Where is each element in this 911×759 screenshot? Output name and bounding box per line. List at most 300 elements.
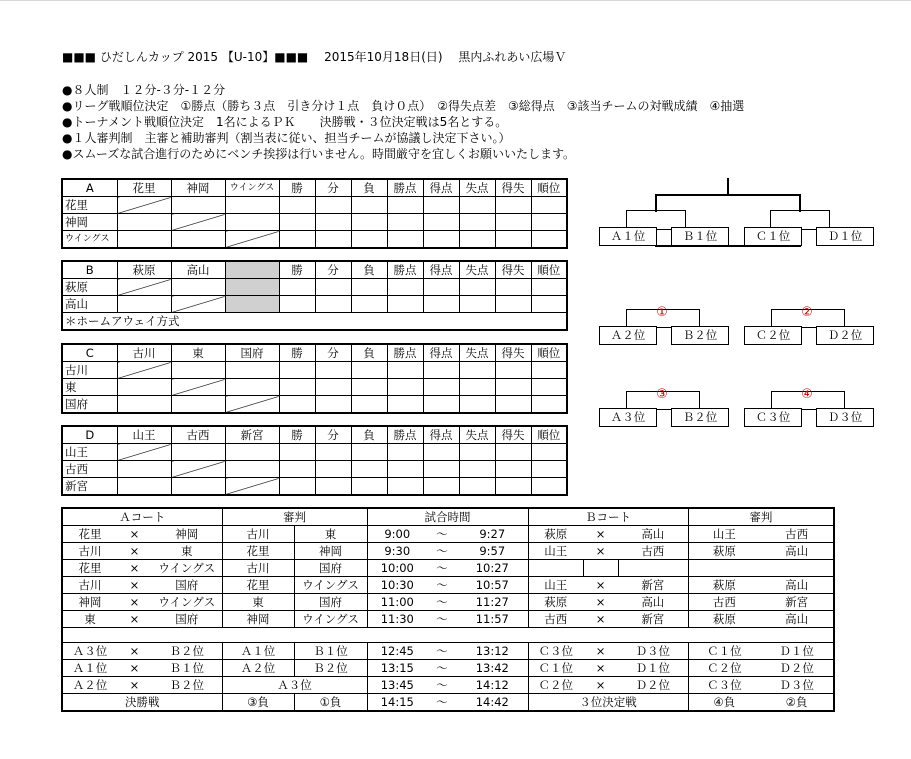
referee-1: 神岡 — [222, 611, 294, 628]
start-time: 9:30 — [367, 543, 427, 560]
result-cell — [171, 362, 225, 379]
referee-2: Ｄ２位 — [760, 660, 834, 677]
tilde-mark: ～ — [427, 543, 457, 560]
stat-cell — [423, 231, 459, 249]
table-row — [62, 594, 834, 611]
team-b: 新宮 — [618, 577, 688, 594]
referee-header: 審判 — [222, 508, 367, 526]
referee-2: 高山 — [760, 543, 834, 560]
result-cell — [117, 296, 171, 313]
team-b: 新宮 — [618, 611, 688, 628]
bracket-slot: Ａ２位 — [599, 326, 657, 345]
stat-cell — [351, 197, 387, 214]
result-cell — [171, 396, 225, 414]
stat-cell — [315, 362, 351, 379]
referee-2: Ｂ２位 — [294, 660, 367, 677]
start-time: 11:00 — [367, 594, 427, 611]
stat-header: 得失 — [495, 426, 531, 444]
note-line: ●８人制 １２分-３分-１２分 — [62, 83, 226, 97]
stat-cell — [279, 362, 315, 379]
stat-cell — [459, 214, 495, 231]
referee-2: 国府 — [294, 560, 367, 577]
stat-header: 勝 — [279, 179, 315, 197]
opponent-header: 古川 — [117, 344, 171, 362]
page-title — [62, 48, 578, 65]
referee-2: Ｄ１位 — [760, 643, 834, 660]
result-cell — [117, 362, 171, 379]
table-row — [62, 231, 567, 249]
referee-1: 古川 — [222, 560, 294, 577]
event-venue: 黒内ふれあい広場Ｖ — [458, 50, 567, 64]
bracket-slot: Ｃ１位 — [744, 227, 802, 246]
start-time: 12:45 — [367, 643, 427, 660]
bracket-slot: Ｄ１位 — [816, 227, 874, 246]
stat-cell — [387, 396, 423, 414]
start-time: 10:30 — [367, 577, 427, 594]
vs-mark: × — [117, 677, 152, 694]
table-row — [62, 296, 567, 313]
team-a: 古川 — [62, 543, 117, 560]
team-name: 神岡 — [62, 214, 117, 231]
team-a: Ａ２位 — [62, 677, 117, 694]
stat-cell — [495, 279, 531, 296]
table-row — [62, 611, 834, 628]
table-row — [62, 560, 834, 577]
a-court-header: Ａコート — [62, 508, 222, 526]
league-table-a — [61, 178, 568, 249]
group-note: ＊ホームアウェイ方式 — [62, 313, 567, 331]
team-b — [618, 560, 688, 577]
stat-cell — [459, 478, 495, 496]
team-a — [528, 560, 583, 577]
referee-2: 高山 — [760, 611, 834, 628]
stat-cell — [315, 461, 351, 478]
result-cell — [225, 214, 279, 231]
stat-cell — [423, 279, 459, 296]
stat-cell — [495, 478, 531, 496]
opponent-header: 古西 — [171, 426, 225, 444]
stat-header: 勝 — [279, 261, 315, 279]
result-cell — [117, 197, 171, 214]
team-name: 新宮 — [62, 478, 117, 496]
stat-cell — [459, 279, 495, 296]
vs-mark: × — [117, 560, 152, 577]
stat-cell — [279, 396, 315, 414]
time-header: 試合時間 — [367, 508, 528, 526]
team-a: 古西 — [528, 611, 583, 628]
stat-header: 失点 — [459, 426, 495, 444]
stat-cell — [423, 197, 459, 214]
stat-cell — [351, 296, 387, 313]
stat-cell — [495, 214, 531, 231]
stat-cell — [351, 362, 387, 379]
match-number: ④ — [801, 387, 813, 402]
event-date: 2015年10月18日(日) — [324, 50, 443, 64]
stat-cell — [531, 396, 567, 414]
result-cell — [117, 396, 171, 414]
stat-cell — [423, 396, 459, 414]
match-schedule — [61, 507, 835, 712]
stat-cell — [495, 379, 531, 396]
table-row — [62, 362, 567, 379]
end-time: 9:27 — [457, 526, 528, 543]
stat-header: 得点 — [423, 179, 459, 197]
vs-mark: × — [583, 594, 618, 611]
team-a: 花里 — [62, 526, 117, 543]
league-table-d — [61, 425, 568, 496]
stat-header: 失点 — [459, 179, 495, 197]
stat-header: 得失 — [495, 179, 531, 197]
team-b: 東 — [152, 543, 222, 560]
referee-1: 花里 — [222, 577, 294, 594]
stat-cell — [315, 478, 351, 496]
stat-cell — [423, 461, 459, 478]
top-rule — [0, 0, 911, 1]
referee-1: 萩原 — [688, 543, 760, 560]
referee-1: 東 — [222, 594, 294, 611]
referee-1: Ａ２位 — [222, 660, 294, 677]
stat-header: 分 — [315, 261, 351, 279]
stat-cell — [531, 461, 567, 478]
table-row — [62, 543, 834, 560]
team-a: 山王 — [528, 577, 583, 594]
note-line: ●スムーズな試合進行のためにベンチ挨拶は行いません。時間厳守を宜しくお願いいたします。 — [62, 147, 576, 161]
stat-cell — [351, 461, 387, 478]
vs-mark: × — [117, 526, 152, 543]
result-cell — [225, 461, 279, 478]
stat-cell — [387, 478, 423, 496]
match-number: ① — [656, 305, 668, 320]
bracket-slot: Ｄ２位 — [816, 326, 874, 345]
end-time: 11:57 — [457, 611, 528, 628]
stat-cell — [459, 231, 495, 249]
third-place-label: ３位決定戦 — [528, 694, 688, 712]
result-cell — [225, 279, 279, 296]
group-name: A — [62, 179, 117, 197]
stat-cell — [531, 197, 567, 214]
final-row — [62, 694, 834, 712]
stat-cell — [279, 461, 315, 478]
result-cell — [225, 396, 279, 414]
stat-cell — [387, 379, 423, 396]
opponent-header: 新宮 — [225, 426, 279, 444]
referee-1 — [688, 560, 760, 577]
table-row — [62, 214, 567, 231]
team-a: Ｃ３位 — [528, 643, 583, 660]
team-b: ウイングス — [152, 594, 222, 611]
stat-header: 勝点 — [387, 426, 423, 444]
result-cell — [225, 478, 279, 496]
stat-cell — [279, 478, 315, 496]
tilde-mark: ～ — [427, 660, 457, 677]
stat-cell — [531, 231, 567, 249]
stat-cell — [495, 362, 531, 379]
table-row — [62, 677, 834, 694]
stat-cell — [315, 231, 351, 249]
vs-mark: × — [583, 660, 618, 677]
group-name: B — [62, 261, 117, 279]
start-time: 11:30 — [367, 611, 427, 628]
stat-cell — [495, 197, 531, 214]
opponent-header: 神岡 — [171, 179, 225, 197]
referee-2: Ｂ１位 — [294, 643, 367, 660]
stat-cell — [351, 231, 387, 249]
stat-cell — [531, 279, 567, 296]
note-line: ●トーナメント戦順位決定 1名によるＰＫ 決勝戦・３位決定戦は5名とする。 — [62, 115, 508, 129]
result-cell — [117, 231, 171, 249]
stat-cell — [387, 362, 423, 379]
stat-cell — [351, 478, 387, 496]
stat-header: 得点 — [423, 426, 459, 444]
stat-cell — [495, 396, 531, 414]
stat-cell — [531, 296, 567, 313]
referee-1: 花里 — [222, 543, 294, 560]
team-a: Ｃ２位 — [528, 677, 583, 694]
result-cell — [171, 296, 225, 313]
stat-cell — [279, 231, 315, 249]
bracket-slot: Ｃ３位 — [744, 408, 802, 427]
group-name: C — [62, 344, 117, 362]
stat-header: 負 — [351, 261, 387, 279]
team-name: 山王 — [62, 444, 117, 461]
stat-cell — [387, 214, 423, 231]
start-time: 10:00 — [367, 560, 427, 577]
vs-mark: × — [583, 526, 618, 543]
stat-cell — [459, 197, 495, 214]
table-row — [62, 643, 834, 660]
referee-1: ④負 — [688, 694, 760, 712]
team-b: Ｄ２位 — [618, 677, 688, 694]
vs-mark: × — [117, 594, 152, 611]
team-b: 国府 — [152, 611, 222, 628]
referee: Ａ３位 — [222, 677, 367, 694]
team-a: 山王 — [528, 543, 583, 560]
match-number: ② — [801, 305, 813, 320]
referee-2: Ｄ３位 — [760, 677, 834, 694]
referee-2: 新宮 — [760, 594, 834, 611]
end-time: 13:12 — [457, 643, 528, 660]
stat-cell — [315, 444, 351, 461]
result-cell — [171, 279, 225, 296]
team-name: 国府 — [62, 396, 117, 414]
referee-1: Ａ１位 — [222, 643, 294, 660]
opponent-header: 国府 — [225, 344, 279, 362]
result-cell — [171, 444, 225, 461]
team-a: Ａ１位 — [62, 660, 117, 677]
referee-2: 国府 — [294, 594, 367, 611]
stat-header: 負 — [351, 426, 387, 444]
stat-cell — [315, 396, 351, 414]
referee-1: Ｃ１位 — [688, 643, 760, 660]
opponent-header: 花里 — [117, 179, 171, 197]
team-b: Ｄ３位 — [618, 643, 688, 660]
stat-header: 分 — [315, 179, 351, 197]
team-b: 高山 — [618, 594, 688, 611]
tilde-mark: ～ — [427, 611, 457, 628]
table-row — [62, 379, 567, 396]
team-name: 東 — [62, 379, 117, 396]
stat-cell — [279, 296, 315, 313]
stat-cell — [459, 379, 495, 396]
stat-cell — [351, 444, 387, 461]
stat-cell — [315, 279, 351, 296]
stat-cell — [531, 478, 567, 496]
stat-cell — [351, 379, 387, 396]
team-a: 萩原 — [528, 594, 583, 611]
table-row — [62, 461, 567, 478]
stat-cell — [531, 379, 567, 396]
team-b: 高山 — [618, 526, 688, 543]
team-a: 神岡 — [62, 594, 117, 611]
team-name: 古西 — [62, 461, 117, 478]
tilde-mark: ～ — [427, 594, 457, 611]
tilde-mark: ～ — [427, 526, 457, 543]
rules-notes — [62, 82, 744, 162]
note-line: ●１人審判制 主審と補助審判（割当表に従い、担当チームが協議し決定下さい。） — [62, 131, 511, 145]
result-cell — [117, 379, 171, 396]
bracket-slot: Ｃ２位 — [744, 326, 802, 345]
stat-cell — [351, 396, 387, 414]
referee-2: ウイングス — [294, 611, 367, 628]
referee-1: Ｃ３位 — [688, 677, 760, 694]
opponent-header: 高山 — [171, 261, 225, 279]
team-b: Ｂ２位 — [152, 677, 222, 694]
end-time: 13:42 — [457, 660, 528, 677]
stat-header: 分 — [315, 426, 351, 444]
tilde-mark: ～ — [427, 694, 457, 712]
team-a: Ｃ１位 — [528, 660, 583, 677]
league-table-b — [61, 260, 568, 331]
bracket-slot: Ａ１位 — [599, 227, 657, 246]
team-b: 国府 — [152, 577, 222, 594]
result-cell — [171, 461, 225, 478]
vs-mark: × — [117, 611, 152, 628]
team-a: Ａ３位 — [62, 643, 117, 660]
team-b: Ｄ１位 — [618, 660, 688, 677]
stat-cell — [459, 444, 495, 461]
bracket-slot: Ｂ２位 — [671, 326, 729, 345]
stat-cell — [351, 279, 387, 296]
stat-cell — [459, 362, 495, 379]
vs-mark: × — [117, 643, 152, 660]
stat-cell — [387, 231, 423, 249]
event-name: ■■■ ひだしんカップ 2015 【U-10】■■■ — [62, 50, 309, 64]
stat-header: 失点 — [459, 344, 495, 362]
start-time: 14:15 — [367, 694, 427, 712]
team-a: 東 — [62, 611, 117, 628]
stat-cell — [279, 444, 315, 461]
team-a: 萩原 — [528, 526, 583, 543]
opponent-header — [225, 261, 279, 279]
schedule-header — [62, 508, 834, 526]
team-b: Ｂ２位 — [152, 643, 222, 660]
result-cell — [225, 379, 279, 396]
referee-2: 神岡 — [294, 543, 367, 560]
table-row — [62, 444, 567, 461]
stat-cell — [495, 444, 531, 461]
end-time: 10:27 — [457, 560, 528, 577]
bracket-slot: Ｄ３位 — [816, 408, 874, 427]
referee-2: 東 — [294, 526, 367, 543]
stat-header: 勝 — [279, 344, 315, 362]
bracket-line — [655, 194, 801, 196]
referee-1: Ｃ２位 — [688, 660, 760, 677]
referee-header: 審判 — [688, 508, 834, 526]
result-cell — [225, 231, 279, 249]
stat-cell — [279, 197, 315, 214]
tilde-mark: ～ — [427, 577, 457, 594]
stat-cell — [315, 379, 351, 396]
stat-cell — [423, 478, 459, 496]
table-row — [62, 526, 834, 543]
result-cell — [117, 461, 171, 478]
spacer-cell — [62, 628, 834, 643]
stat-header: 勝点 — [387, 344, 423, 362]
stat-header: 得点 — [423, 344, 459, 362]
team-name: 花里 — [62, 197, 117, 214]
tilde-mark: ～ — [427, 643, 457, 660]
referee-2: ウイングス — [294, 577, 367, 594]
stat-cell — [387, 296, 423, 313]
stat-cell — [531, 214, 567, 231]
stat-cell — [387, 461, 423, 478]
stat-header: 得失 — [495, 344, 531, 362]
stat-cell — [423, 379, 459, 396]
stat-header: 失点 — [459, 261, 495, 279]
team-name: 高山 — [62, 296, 117, 313]
opponent-header: ウイングス — [225, 179, 279, 197]
result-cell — [225, 362, 279, 379]
stat-cell — [459, 396, 495, 414]
stat-header: 勝点 — [387, 179, 423, 197]
end-time: 10:57 — [457, 577, 528, 594]
bracket-slot: Ｂ２位 — [671, 408, 729, 427]
start-time: 13:15 — [367, 660, 427, 677]
team-name: 萩原 — [62, 279, 117, 296]
stat-cell — [315, 296, 351, 313]
spacer-row — [62, 628, 834, 643]
stat-cell — [531, 444, 567, 461]
result-cell — [225, 296, 279, 313]
table-row — [62, 279, 567, 296]
b-court-header: Ｂコート — [528, 508, 688, 526]
vs-mark: × — [583, 611, 618, 628]
referee-1: 萩原 — [688, 611, 760, 628]
referee-2: 古西 — [760, 526, 834, 543]
stat-cell — [495, 231, 531, 249]
stat-cell — [423, 444, 459, 461]
stat-header: 得失 — [495, 261, 531, 279]
result-cell — [117, 478, 171, 496]
league-table-c — [61, 343, 568, 414]
referee-2 — [760, 560, 834, 577]
result-cell — [117, 444, 171, 461]
result-cell — [117, 279, 171, 296]
result-cell — [171, 214, 225, 231]
stat-cell — [423, 362, 459, 379]
team-a: 古川 — [62, 577, 117, 594]
end-time: 14:42 — [457, 694, 528, 712]
referee-2: ①負 — [294, 694, 367, 712]
stat-header: 負 — [351, 179, 387, 197]
stat-header: 得点 — [423, 261, 459, 279]
table-row — [62, 577, 834, 594]
referee-2: ②負 — [760, 694, 834, 712]
opponent-header: 山王 — [117, 426, 171, 444]
opponent-header: 萩原 — [117, 261, 171, 279]
result-cell — [225, 197, 279, 214]
team-b: 神岡 — [152, 526, 222, 543]
